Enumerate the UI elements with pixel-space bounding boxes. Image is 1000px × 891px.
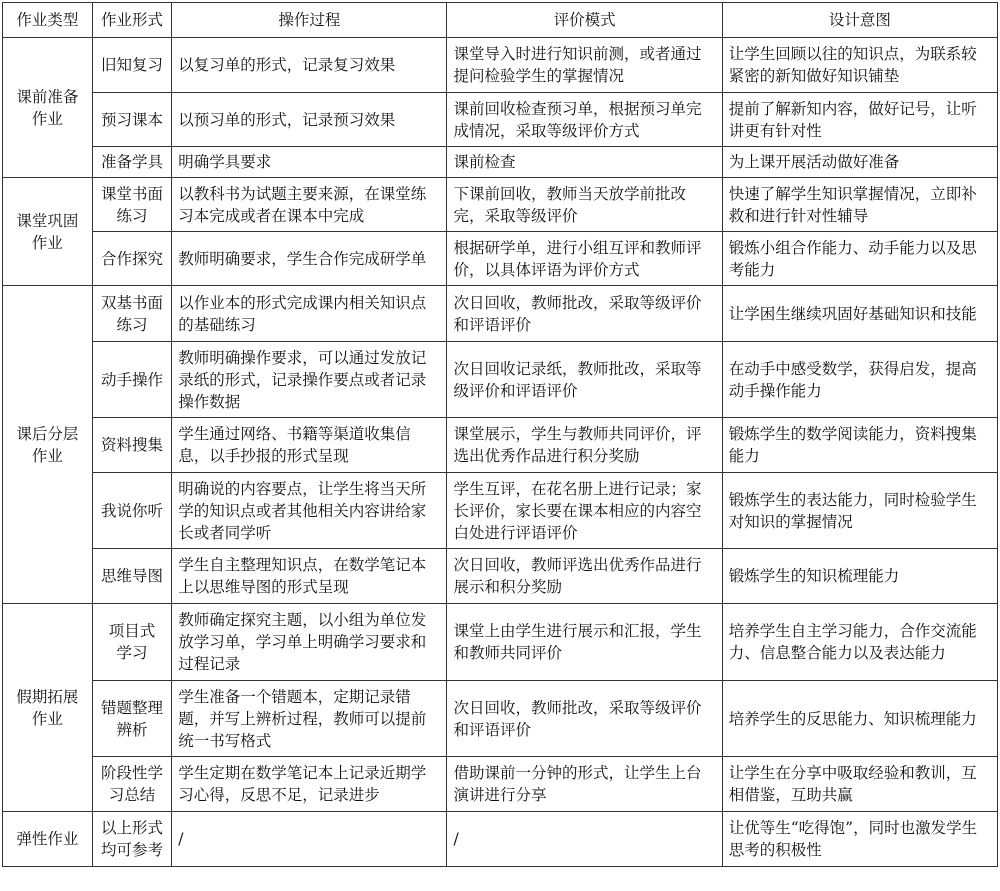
process-cell: 学生通过网络、书籍等渠道收集信息，以手抄报的形式呈现 <box>172 418 447 473</box>
table-row <box>3 418 998 473</box>
form-cell: 资料搜集 <box>92 418 172 473</box>
table-row <box>3 93 998 147</box>
evaluation-cell: 次日回收，教师批改，采取等级评价和评语评价 <box>447 681 722 757</box>
intent-cell: 为上课开展活动做好准备 <box>722 147 997 178</box>
process-cell: 明确说的内容要点，让学生将当天所学的知识点或者其他相关内容讲给家长或者同学听 <box>172 473 447 549</box>
intent-cell: 锻炼学生的数学阅读能力，资料搜集能力 <box>722 418 997 473</box>
evaluation-cell: 课前检查 <box>447 147 722 178</box>
table-row <box>3 147 998 178</box>
intent-cell: 培养学生自主学习能力，合作交流能力、信息整合能力以及表达能力 <box>722 604 997 681</box>
intent-cell: 让优等生“吃得饱”，同时也激发学生思考的积极性 <box>722 812 997 867</box>
form-cell: 课堂书面 练习 <box>92 178 172 232</box>
evaluation-cell: 下课前回收，教师当天放学前批改完，采取等级评价 <box>447 178 722 232</box>
evaluation-cell: 次日回收，教师批改，采取等级评价和评语评价 <box>447 286 722 342</box>
header-type: 作业类型 <box>3 3 93 38</box>
evaluation-cell: 根据研学单，进行小组互评和教师评价，以具体评语为评价方式 <box>447 232 722 286</box>
process-cell: 教师确定探究主题，以小组为单位发放学习单，学习单上明确学习要求和过程记录 <box>172 604 447 681</box>
form-cell: 错题整理 辨析 <box>92 681 172 757</box>
evaluation-cell: 借助课前一分钟的形式，让学生上台演讲进行分享 <box>447 757 722 812</box>
intent-cell: 培养学生的反思能力、知识梳理能力 <box>722 681 997 757</box>
process-cell: 以预习单的形式，记录预习效果 <box>172 93 447 147</box>
intent-cell: 让学生在分享中吸取经验和教训，互相借鉴，互助共赢 <box>722 757 997 812</box>
form-cell: 准备学具 <box>92 147 172 178</box>
form-cell: 预习课本 <box>92 93 172 147</box>
evaluation-cell: / <box>447 812 722 867</box>
intent-cell: 锻炼学生的表达能力，同时检验学生对知识的掌握情况 <box>722 473 997 549</box>
evaluation-cell: 课堂导入时进行知识前测，或者通过提问检验学生的掌握情况 <box>447 38 722 93</box>
form-cell: 以上形式 均可参考 <box>92 812 172 867</box>
table-row <box>3 342 998 418</box>
form-cell: 动手操作 <box>92 342 172 418</box>
header-form: 作业形式 <box>92 3 172 38</box>
table-row <box>3 473 998 549</box>
intent-cell: 让学困生继续巩固好基础知识和技能 <box>722 286 997 342</box>
header-process: 操作过程 <box>172 3 447 38</box>
table-row <box>3 232 998 286</box>
process-cell: 学生自主整理知识点，在数学笔记本上以思维导图的形式呈现 <box>172 549 447 604</box>
table-row <box>3 681 998 757</box>
form-cell: 项目式 学习 <box>92 604 172 681</box>
table-row <box>3 286 998 342</box>
evaluation-cell: 学生互评，在花名册上进行记录；家长评价，家长要在课本相应的内容空白处进行评语评价 <box>447 473 722 549</box>
evaluation-cell: 次日回收，教师评选出优秀作品进行展示和积分奖励 <box>447 549 722 604</box>
intent-cell: 让学生回顾以往的知识点，为联系较紧密的新知做好知识铺垫 <box>722 38 997 93</box>
header-evaluation: 评价模式 <box>447 3 722 38</box>
process-cell: 学生定期在数学笔记本上记录近期学习心得，反思不足，记录进步 <box>172 757 447 812</box>
category-cell: 课堂巩固 作业 <box>3 178 93 286</box>
process-cell: 教师明确要求，学生合作完成研学单 <box>172 232 447 286</box>
table-row <box>3 38 998 93</box>
evaluation-cell: 课堂上由学生进行展示和汇报，学生和教师共同评价 <box>447 604 722 681</box>
table-row <box>3 812 998 867</box>
table-row <box>3 757 998 812</box>
form-cell: 阶段性学 习总结 <box>92 757 172 812</box>
category-cell: 课后分层 作业 <box>3 286 93 604</box>
category-cell: 假期拓展 作业 <box>3 604 93 812</box>
form-cell: 旧知复习 <box>92 38 172 93</box>
table-row <box>3 178 998 232</box>
intent-cell: 快速了解学生知识掌握情况，立即补救和进行针对性辅导 <box>722 178 997 232</box>
evaluation-cell: 课前回收检查预习单，根据预习单完成情况，采取等级评价方式 <box>447 93 722 147</box>
category-cell: 弹性作业 <box>3 812 93 867</box>
form-cell: 我说你听 <box>92 473 172 549</box>
header-intent: 设计意图 <box>722 3 997 38</box>
process-cell: 明确学具要求 <box>172 147 447 178</box>
process-cell: 学生准备一个错题本，定期记录错题，并写上辨析过程，教师可以提前统一书写格式 <box>172 681 447 757</box>
homework-design-table <box>2 2 998 867</box>
intent-cell: 在动手中感受数学，获得启发，提高动手操作能力 <box>722 342 997 418</box>
table-row <box>3 549 998 604</box>
evaluation-cell: 课堂展示，学生与教师共同评价，评选出优秀作品进行积分奖励 <box>447 418 722 473</box>
table-header-row <box>3 3 998 38</box>
form-cell: 双基书面 练习 <box>92 286 172 342</box>
process-cell: / <box>172 812 447 867</box>
process-cell: 以作业本的形式完成课内相关知识点的基础练习 <box>172 286 447 342</box>
form-cell: 思维导图 <box>92 549 172 604</box>
form-cell: 合作探究 <box>92 232 172 286</box>
intent-cell: 提前了解新知内容，做好记号，让听讲更有针对性 <box>722 93 997 147</box>
process-cell: 以复习单的形式，记录复习效果 <box>172 38 447 93</box>
evaluation-cell: 次日回收记录纸，教师批改，采取等级评价和评语评价 <box>447 342 722 418</box>
category-cell: 课前准备 作业 <box>3 38 93 178</box>
table-row <box>3 604 998 681</box>
intent-cell: 锻炼小组合作能力、动手能力以及思考能力 <box>722 232 997 286</box>
process-cell: 以教科书为试题主要来源，在课堂练习本完成或者在课本中完成 <box>172 178 447 232</box>
process-cell: 教师明确操作要求，可以通过发放记录纸的形式，记录操作要点或者记录操作数据 <box>172 342 447 418</box>
intent-cell: 锻炼学生的知识梳理能力 <box>722 549 997 604</box>
